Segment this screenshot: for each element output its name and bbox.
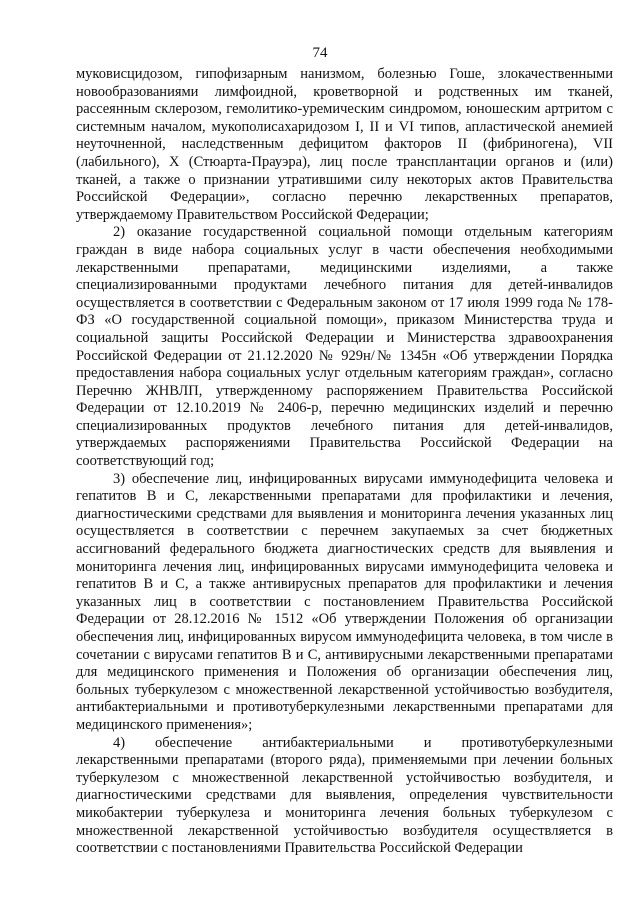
paragraph-continuation: муковисцидозом, гипофизарным нанизмом, болезнью Гоше, злокачественными новообразованиями лимфоидной, кроветворной и родственных им тканей, рассеянным склерозом, гемолитико-уремическим синдромом, юношеским артритом с системным началом, мукополисахаридозом I, II и VI типов, апластической анемией неуточненной, наследственным дефицитом факторов II (фибриногена), VII (лабильного), X (Стюарта-Прауэра), лиц после трансплантации органов и (или) тканей, а также о признании утратившими силу некоторых актов Правительства Российской Федерации», согласно перечню лекарственных препаратов, утверждаемому Правительством Российской Федерации; bbox=[76, 66, 613, 223]
paragraph-item-4: 4) обеспечение антибактериальными и противотуберкулезными лекарственными препаратами (второго ряда), применяемыми при лечении больных туберкулезом с множественной лекарственной устойчивостью возбудителя, и диагностическими средствами для выявления, определения чувствительности микобактерии туберкулеза и мониторинга лечения больных туберкулезом с множественной лекарственной устойчивостью возбудителя осуществляется в соответствии с постановлениями Правительства Российской Федерации bbox=[76, 734, 613, 857]
paragraph-item-3: 3) обеспечение лиц, инфицированных вирусами иммунодефицита человека и гепатитов B и C, лекарственными препаратами для профилактики и лечения, диагностическими средствами для выявления и мониторинга лечения указанных лиц осуществляется в соответствии с перечнем закупаемых за счет бюджетных ассигнований федерального бюджета диагностических средств для выявления и мониторинга лечения лиц, инфицированных вирусами иммунодефицита человека и гепатитов B и C, а также антивирусных препаратов для профилактики и лечения указанных лиц в соответствии с постановлением Правительства Российской Федерации от 28.12.2016 № 1512 «Об утверждении Положения об организации обеспечения лиц, инфицированных вирусом иммунодефицита человека, в том числе в сочетании с вирусами гепатитов B и C, антивирусными лекарственными препаратами для медицинского применения и Положения об организации обеспечения лиц, больных туберкулезом с множественной лекарственной устойчивостью возбудителя, антибактериальными и противотуберкулезными лекарственными препаратами для медицинского применения»; bbox=[76, 470, 613, 733]
body-text bbox=[76, 66, 613, 858]
page-number: 74 bbox=[312, 45, 328, 61]
paragraph-item-2: 2) оказание государственной социальной помощи отдельным категориям граждан в виде набора социальных услуг в части обеспечения необходимыми лекарственными препаратами, медицинскими изделиями, а также специализированными продуктами лечебного питания для детей-инвалидов осуществляется в соответствии с Федеральным законом от 17 июля 1999 года № 178-ФЗ «О государственной социальной помощи», приказом Министерства труда и социальной защиты Российской Федерации и Министерства здравоохранения Российской Федерации от 21.12.2020 № 929н/№ 1345н «Об утверждении Порядка предоставления набора социальных услуг отдельным категориям граждан», согласно Перечню ЖНВЛП, утвержденному распоряжением Правительства Российской Федерации от 12.10.2019 № 2406-р, перечню медицинских изделий и перечню специализированных продуктов лечебного питания для детей-инвалидов, утверждаемых распоряжениями Правительства Российской Федерации на соответствующий год; bbox=[76, 224, 613, 470]
